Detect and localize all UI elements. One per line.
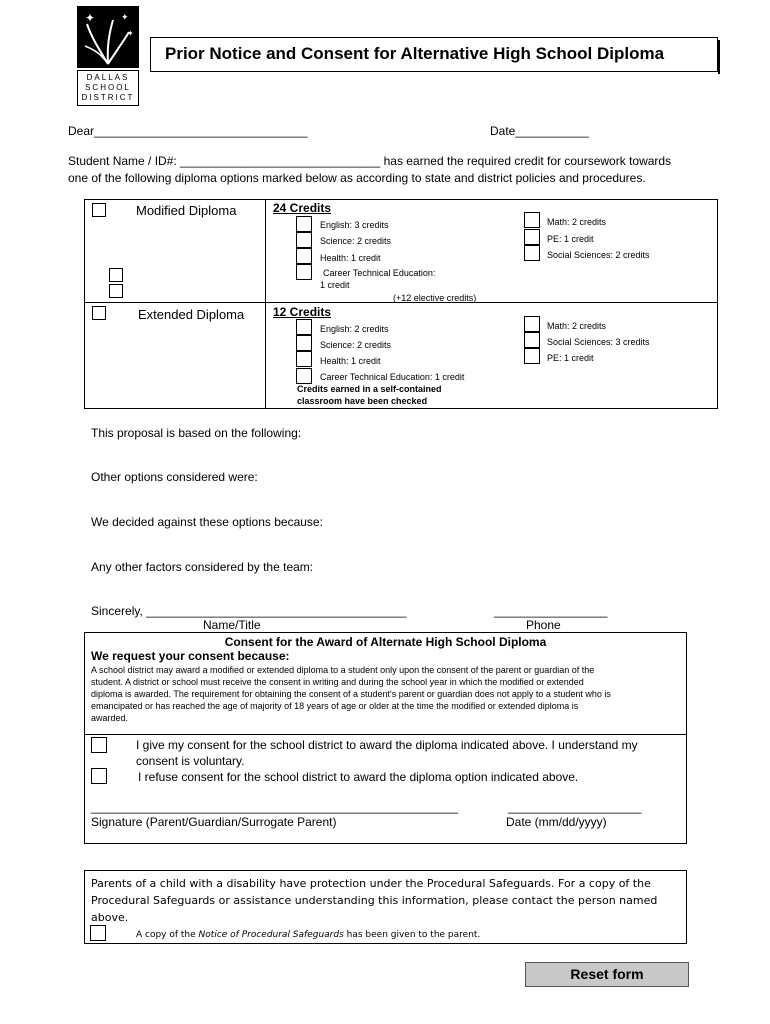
student-line-continued: one of the following diploma options marked below as according to state and district policies and procedures. bbox=[68, 171, 646, 185]
phone-label: Phone bbox=[526, 618, 561, 632]
logo-text: DALLAS SCHOOL DISTRICT bbox=[77, 70, 139, 106]
modified-diploma-label: Modified Diploma bbox=[136, 203, 237, 218]
modified-health-checkbox[interactable] bbox=[296, 248, 312, 264]
signature-line[interactable]: _______________________________________________________ bbox=[91, 800, 459, 814]
dear-field[interactable]: Dear________________________________ bbox=[68, 124, 308, 138]
extended-diploma-label: Extended Diploma bbox=[138, 307, 245, 322]
name-title-label: Name/Title bbox=[203, 618, 261, 632]
svg-text:✦: ✦ bbox=[121, 13, 129, 23]
other-factors-field[interactable]: Any other factors considered by the team: bbox=[91, 560, 314, 574]
modified-math-label: Math: 2 credits bbox=[547, 217, 607, 227]
extended-social-checkbox[interactable] bbox=[524, 332, 540, 348]
student-name-line[interactable]: Student Name / ID#: ______________________________ has earned the required credit for coursework towards bbox=[68, 154, 672, 168]
decided-against-field[interactable]: We decided against these options because: bbox=[91, 515, 323, 529]
extended-math-checkbox[interactable] bbox=[524, 316, 540, 332]
extended-note-line1: Credits earned in a self-contained bbox=[297, 384, 442, 394]
modified-elective-note: (+12 elective credits) bbox=[393, 293, 477, 303]
extended-science-label: Science: 2 credits bbox=[320, 340, 392, 350]
other-options-field[interactable]: Other options considered were: bbox=[91, 470, 258, 484]
modified-science-label: Science: 2 credits bbox=[320, 236, 392, 246]
give-consent-checkbox[interactable] bbox=[91, 737, 107, 753]
extended-note-line2: classroom have been checked bbox=[297, 396, 428, 406]
extended-health-checkbox[interactable] bbox=[296, 351, 312, 367]
signature-date-line[interactable]: ____________________ bbox=[508, 800, 642, 814]
procedural-safeguards-notice bbox=[84, 870, 687, 944]
svg-text:✦: ✦ bbox=[127, 29, 134, 38]
phone-line[interactable]: _________________ bbox=[494, 604, 608, 618]
extended-english-label: English: 2 credits bbox=[320, 324, 389, 334]
modified-cte-label: Career Technical Education: bbox=[323, 268, 436, 278]
modified-science-checkbox[interactable] bbox=[296, 232, 312, 248]
consent-subheading: We request your consent because: bbox=[91, 649, 290, 663]
reset-form-button[interactable]: Reset form bbox=[525, 962, 689, 987]
extended-cte-label: Career Technical Education: 1 credit bbox=[320, 372, 465, 382]
safeguards-given-label: A copy of the Notice of Procedural Safeguards has been given to the parent. bbox=[136, 930, 481, 940]
modified-cte-checkbox[interactable] bbox=[296, 264, 312, 280]
extended-cte-checkbox[interactable] bbox=[296, 368, 312, 384]
modified-extra-checkbox-1[interactable] bbox=[109, 268, 123, 282]
consent-heading: Consent for the Award of Alternate High School Diploma bbox=[224, 635, 547, 649]
district-logo bbox=[77, 6, 139, 112]
sincerely-line[interactable]: Sincerely, _______________________________________ bbox=[91, 604, 407, 618]
extended-science-checkbox[interactable] bbox=[296, 335, 312, 351]
consent-section bbox=[84, 632, 687, 844]
modified-health-label: Health: 1 credit bbox=[320, 253, 381, 263]
date-field[interactable]: Date___________ bbox=[490, 124, 589, 138]
modified-math-checkbox[interactable] bbox=[524, 212, 540, 228]
modified-pe-label: PE: 1 credit bbox=[547, 234, 594, 244]
extended-credits-header: 12 Credits bbox=[273, 305, 332, 319]
extended-pe-label: PE: 1 credit bbox=[547, 353, 594, 363]
refuse-consent-checkbox[interactable] bbox=[91, 768, 107, 784]
proposal-basis-field[interactable]: This proposal is based on the following: bbox=[91, 426, 302, 440]
modified-english-label: English: 3 credits bbox=[320, 220, 389, 230]
extended-social-label: Social Sciences: 3 credits bbox=[547, 337, 650, 347]
extended-health-label: Health: 1 credit bbox=[320, 356, 381, 366]
extended-math-label: Math: 2 credits bbox=[547, 321, 607, 331]
diploma-options-table bbox=[84, 199, 718, 409]
extended-pe-checkbox[interactable] bbox=[524, 348, 540, 364]
consent-paragraph: A school district may award a modified or extended diploma to a student only upon the consent of the parent or guardian of the student. A district or school must receive the consent in writing and during the school year in which the modified or extended diploma is awarded. The requirement for obtaining the consent of a student's parent or guardian does not apply to a student who is emancipated or has reached the age of majority of 18 years of age or older at the time the modified or extended diploma is awarded. bbox=[91, 665, 611, 723]
form-title: Prior Notice and Consent for Alternative High School Diploma bbox=[150, 37, 718, 72]
logo-emblem bbox=[77, 6, 139, 68]
modified-pe-checkbox[interactable] bbox=[524, 229, 540, 245]
signature-date-label: Date (mm/dd/yyyy) bbox=[506, 815, 607, 829]
modified-extra-checkbox-2[interactable] bbox=[109, 284, 123, 298]
modified-english-checkbox[interactable] bbox=[296, 216, 312, 232]
refuse-consent-label: I refuse consent for the school district to award the diploma option indicated above. bbox=[138, 770, 579, 784]
give-consent-label-2: consent is voluntary. bbox=[136, 754, 245, 768]
safeguards-given-checkbox[interactable] bbox=[90, 925, 106, 941]
notice-text: Parents of a child with a disability have protection under the Procedural Safeguards. For a copy of the Procedural Safeguards or assistance understanding this information, please contact the person named above. bbox=[91, 877, 658, 924]
modified-diploma-checkbox[interactable] bbox=[92, 203, 106, 217]
extended-diploma-checkbox[interactable] bbox=[92, 306, 106, 320]
modified-social-label: Social Sciences: 2 credits bbox=[547, 250, 650, 260]
modified-cte-credit: 1 credit bbox=[320, 280, 350, 290]
signature-label: Signature (Parent/Guardian/Surrogate Parent) bbox=[91, 815, 337, 829]
give-consent-label: I give my consent for the school district to award the diploma indicated above. I understand my bbox=[136, 738, 638, 752]
extended-english-checkbox[interactable] bbox=[296, 319, 312, 335]
modified-social-checkbox[interactable] bbox=[524, 245, 540, 261]
modified-credits-header: 24 Credits bbox=[273, 201, 332, 215]
svg-text:✦: ✦ bbox=[85, 11, 96, 25]
